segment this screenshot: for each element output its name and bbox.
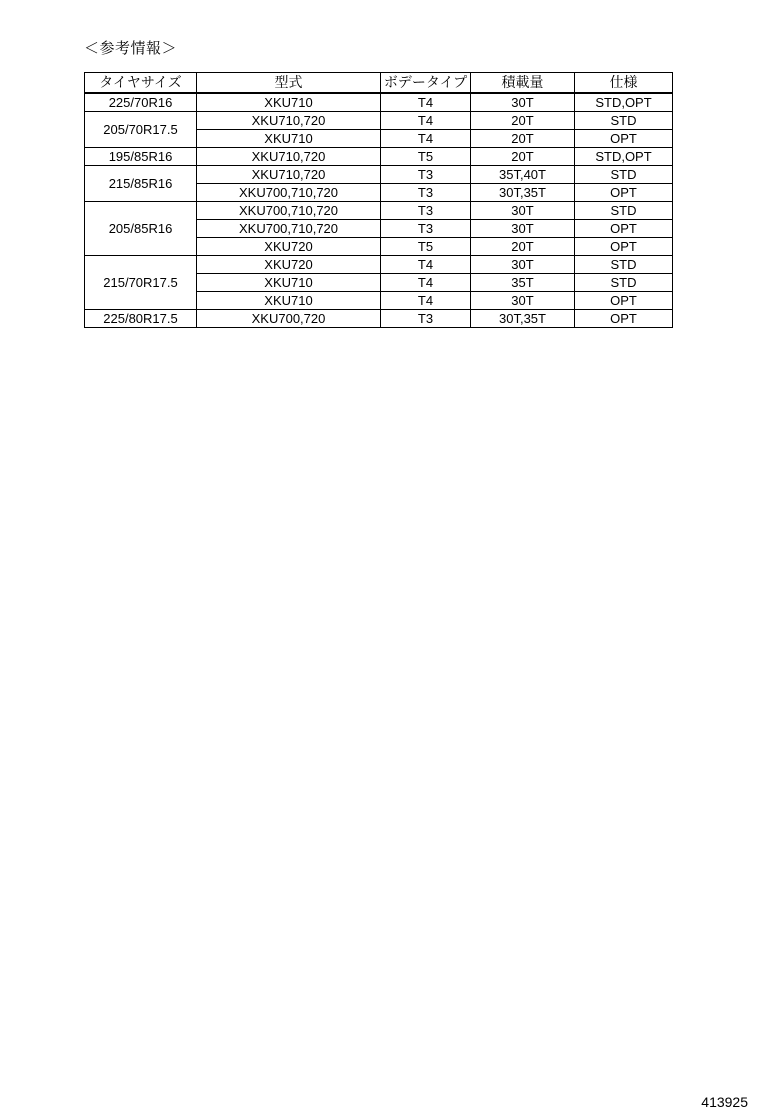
cell-model: XKU710,720 bbox=[197, 166, 381, 184]
reference-info-heading: ＜参考情報＞ bbox=[84, 39, 178, 57]
cell-model: XKU700,710,720 bbox=[197, 220, 381, 238]
cell-load-capacity: 30T bbox=[471, 292, 575, 310]
cell-tire-size: 225/80R17.5 bbox=[85, 310, 197, 328]
table-row bbox=[85, 166, 673, 184]
cell-load-capacity: 20T bbox=[471, 148, 575, 166]
cell-model: XKU710 bbox=[197, 130, 381, 148]
table-row bbox=[85, 112, 673, 130]
cell-specification: OPT bbox=[575, 238, 673, 256]
cell-specification: OPT bbox=[575, 310, 673, 328]
cell-body-type: T4 bbox=[381, 93, 471, 112]
cell-model: XKU710 bbox=[197, 93, 381, 112]
cell-model: XKU700,710,720 bbox=[197, 184, 381, 202]
cell-body-type: T5 bbox=[381, 148, 471, 166]
cell-model: XKU710,720 bbox=[197, 112, 381, 130]
header-tire-size: タイヤサイズ bbox=[85, 73, 197, 94]
cell-model: XKU720 bbox=[197, 256, 381, 274]
cell-load-capacity: 35T bbox=[471, 274, 575, 292]
cell-specification: STD,OPT bbox=[575, 148, 673, 166]
table-row bbox=[85, 148, 673, 166]
cell-load-capacity: 30T bbox=[471, 220, 575, 238]
cell-model: XKU700,720 bbox=[197, 310, 381, 328]
cell-specification: STD bbox=[575, 202, 673, 220]
cell-body-type: T3 bbox=[381, 220, 471, 238]
cell-tire-size: 215/70R17.5 bbox=[85, 256, 197, 310]
cell-specification: STD,OPT bbox=[575, 93, 673, 112]
header-model: 型式 bbox=[197, 73, 381, 94]
cell-specification: STD bbox=[575, 274, 673, 292]
cell-tire-size: 215/85R16 bbox=[85, 166, 197, 202]
cell-load-capacity: 30T bbox=[471, 202, 575, 220]
cell-load-capacity: 30T bbox=[471, 256, 575, 274]
cell-load-capacity: 30T bbox=[471, 93, 575, 112]
cell-body-type: T5 bbox=[381, 238, 471, 256]
cell-body-type: T3 bbox=[381, 166, 471, 184]
table-header-row bbox=[85, 73, 673, 94]
cell-load-capacity: 30T,35T bbox=[471, 184, 575, 202]
cell-tire-size: 195/85R16 bbox=[85, 148, 197, 166]
cell-model: XKU710 bbox=[197, 274, 381, 292]
cell-tire-size: 205/85R16 bbox=[85, 202, 197, 256]
cell-load-capacity: 35T,40T bbox=[471, 166, 575, 184]
cell-body-type: T4 bbox=[381, 130, 471, 148]
cell-body-type: T4 bbox=[381, 292, 471, 310]
header-body-type: ボデータイプ bbox=[381, 73, 471, 94]
cell-body-type: T3 bbox=[381, 184, 471, 202]
table-row bbox=[85, 256, 673, 274]
cell-model: XKU700,710,720 bbox=[197, 202, 381, 220]
tire-spec-table bbox=[84, 72, 673, 328]
header-load-capacity: 積載量 bbox=[471, 73, 575, 94]
cell-tire-size: 205/70R17.5 bbox=[85, 112, 197, 148]
cell-load-capacity: 20T bbox=[471, 238, 575, 256]
table-row bbox=[85, 93, 673, 112]
cell-specification: STD bbox=[575, 256, 673, 274]
cell-body-type: T3 bbox=[381, 202, 471, 220]
table-row bbox=[85, 310, 673, 328]
cell-model: XKU710 bbox=[197, 292, 381, 310]
cell-specification: STD bbox=[575, 166, 673, 184]
page-number: 413925 bbox=[701, 1094, 748, 1110]
cell-load-capacity: 20T bbox=[471, 130, 575, 148]
cell-specification: OPT bbox=[575, 220, 673, 238]
cell-body-type: T4 bbox=[381, 274, 471, 292]
cell-specification: OPT bbox=[575, 292, 673, 310]
cell-model: XKU720 bbox=[197, 238, 381, 256]
header-specification: 仕様 bbox=[575, 73, 673, 94]
cell-body-type: T4 bbox=[381, 256, 471, 274]
cell-body-type: T4 bbox=[381, 112, 471, 130]
cell-load-capacity: 30T,35T bbox=[471, 310, 575, 328]
cell-load-capacity: 20T bbox=[471, 112, 575, 130]
table-row bbox=[85, 202, 673, 220]
cell-body-type: T3 bbox=[381, 310, 471, 328]
cell-specification: OPT bbox=[575, 130, 673, 148]
cell-specification: STD bbox=[575, 112, 673, 130]
cell-specification: OPT bbox=[575, 184, 673, 202]
cell-tire-size: 225/70R16 bbox=[85, 93, 197, 112]
cell-model: XKU710,720 bbox=[197, 148, 381, 166]
